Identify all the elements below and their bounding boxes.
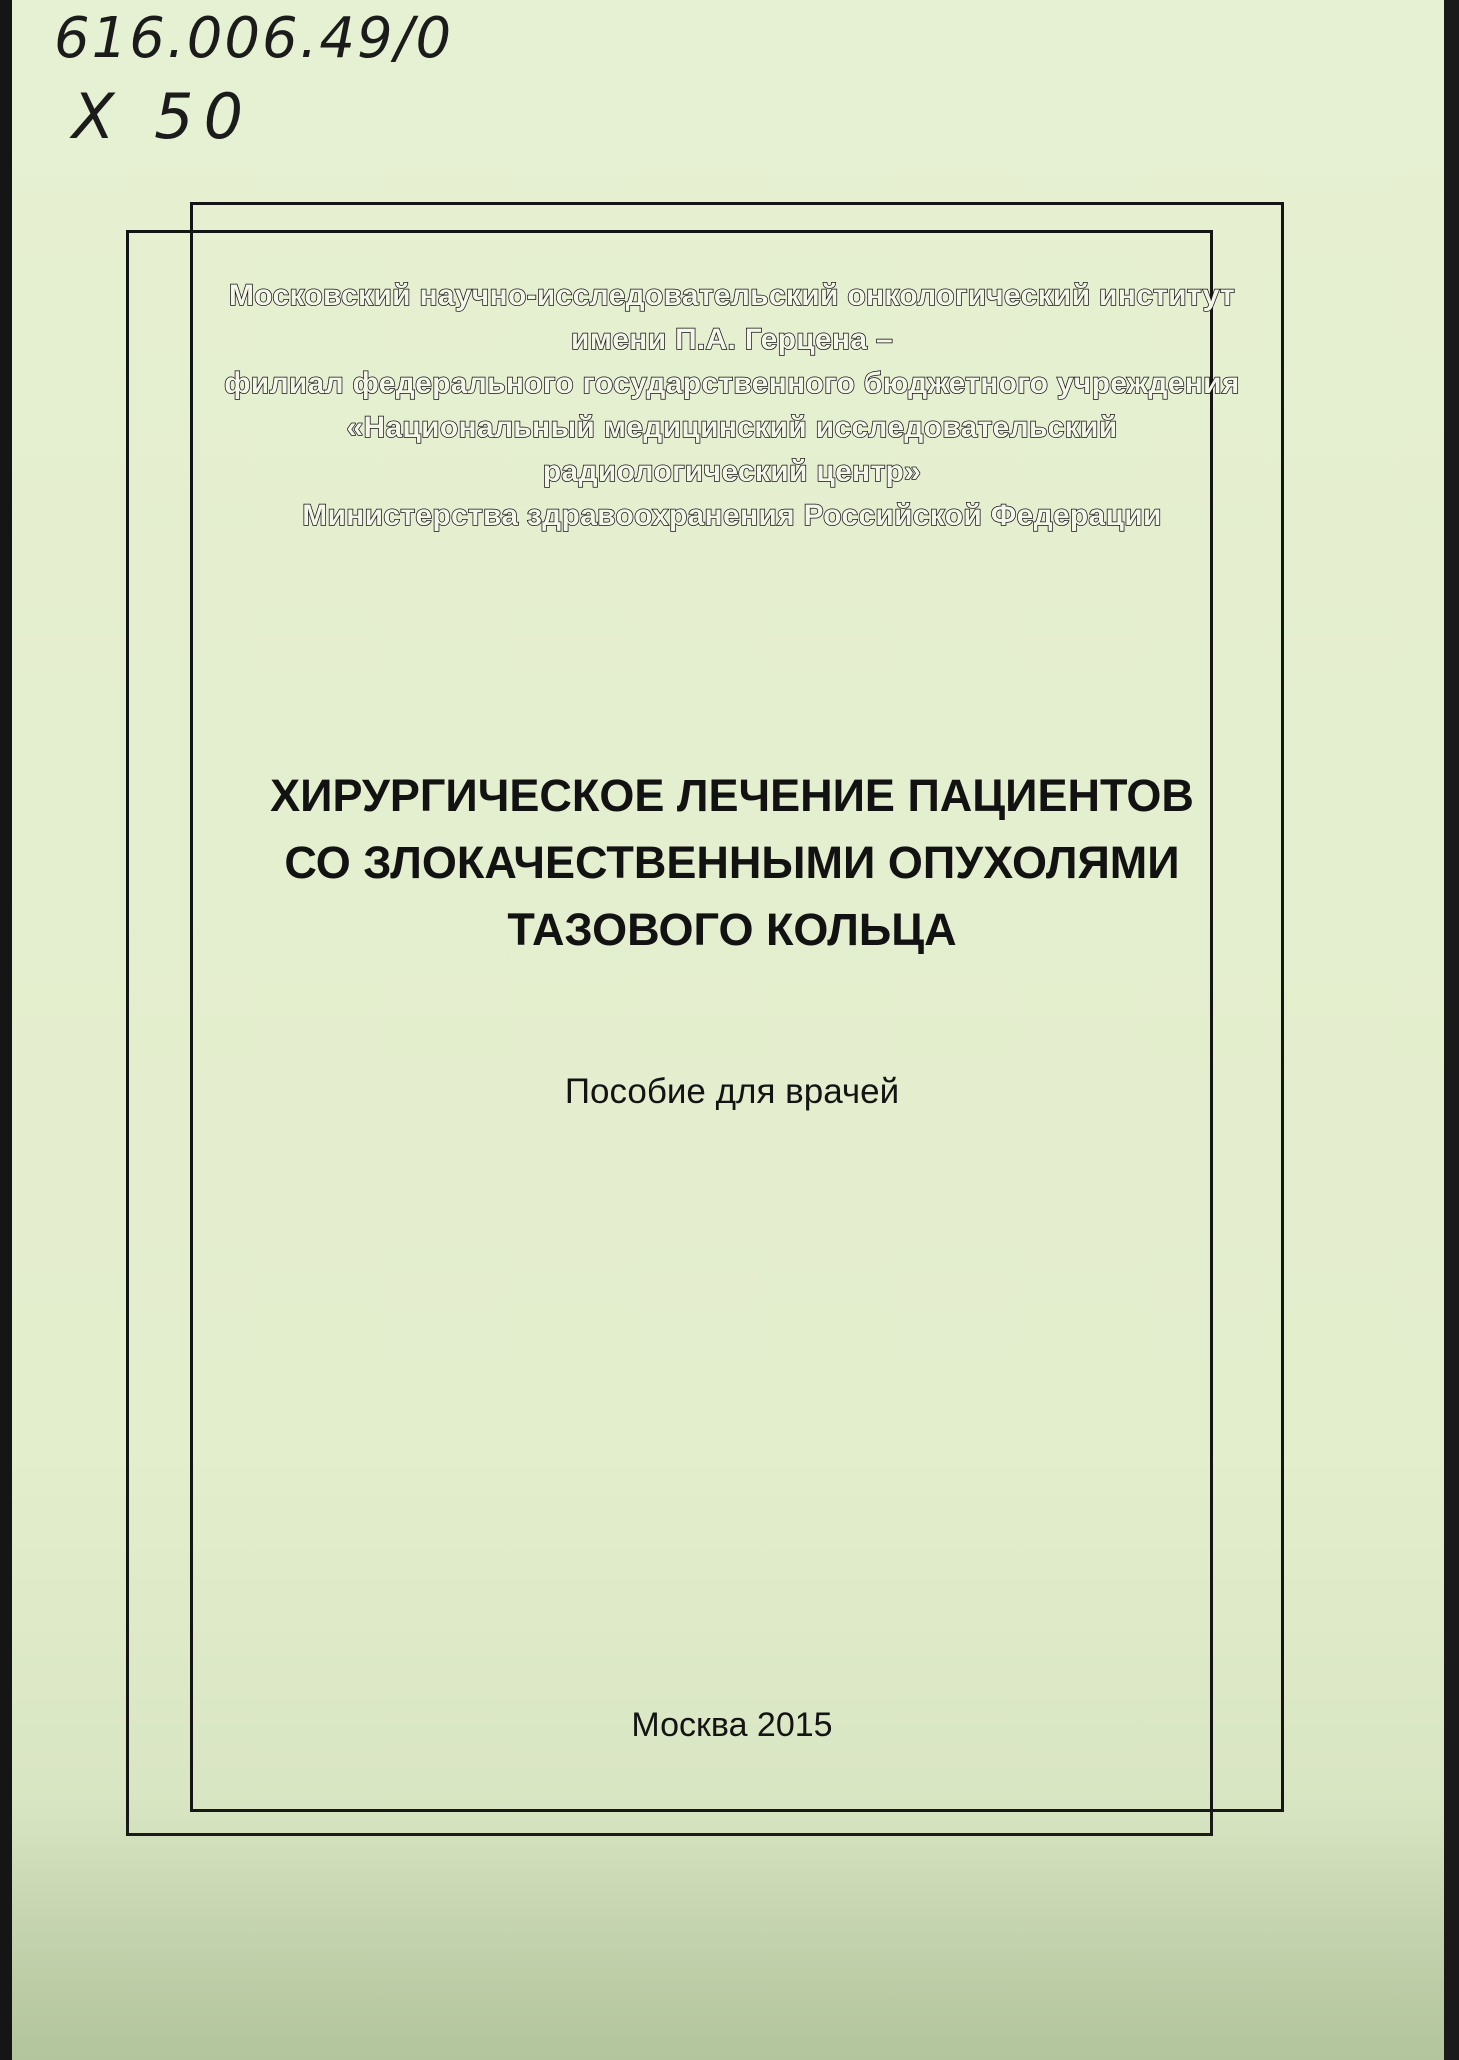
institution-line: «Национальный медицинский исследовательский	[346, 411, 1118, 444]
institution-line: радиологический центр»	[542, 455, 922, 488]
book-cover	[12, 0, 1444, 2060]
institution-line: имени П.А. Герцена –	[571, 323, 893, 356]
institution-line: Министерства здравоохранения Российской Федерации	[302, 499, 1162, 532]
scan-edge	[0, 0, 12, 2060]
institution-line: Московский научно-исследовательский онкологический институт	[228, 279, 1235, 312]
document-subtitle: Пособие для врачей	[564, 1072, 900, 1111]
title-line: ХИРУРГИЧЕСКОЕ ЛЕЧЕНИЕ ПАЦИЕНТОВ	[270, 770, 1194, 821]
title-line: СО ЗЛОКАЧЕСТВЕННЫМИ ОПУХОЛЯМИ	[284, 837, 1180, 888]
call-number-handwritten: 616.006.49/0	[54, 6, 454, 71]
shelf-mark-handwritten: X 50	[72, 80, 254, 153]
document-title	[162, 762, 1302, 963]
publication-place-year: Москва 2015	[631, 1706, 833, 1744]
title-line: ТАЗОВОГО КОЛЬЦА	[507, 904, 957, 955]
institution-block	[182, 274, 1282, 538]
institution-line: филиал федерального государственного бюджетного учреждения	[224, 367, 1240, 400]
